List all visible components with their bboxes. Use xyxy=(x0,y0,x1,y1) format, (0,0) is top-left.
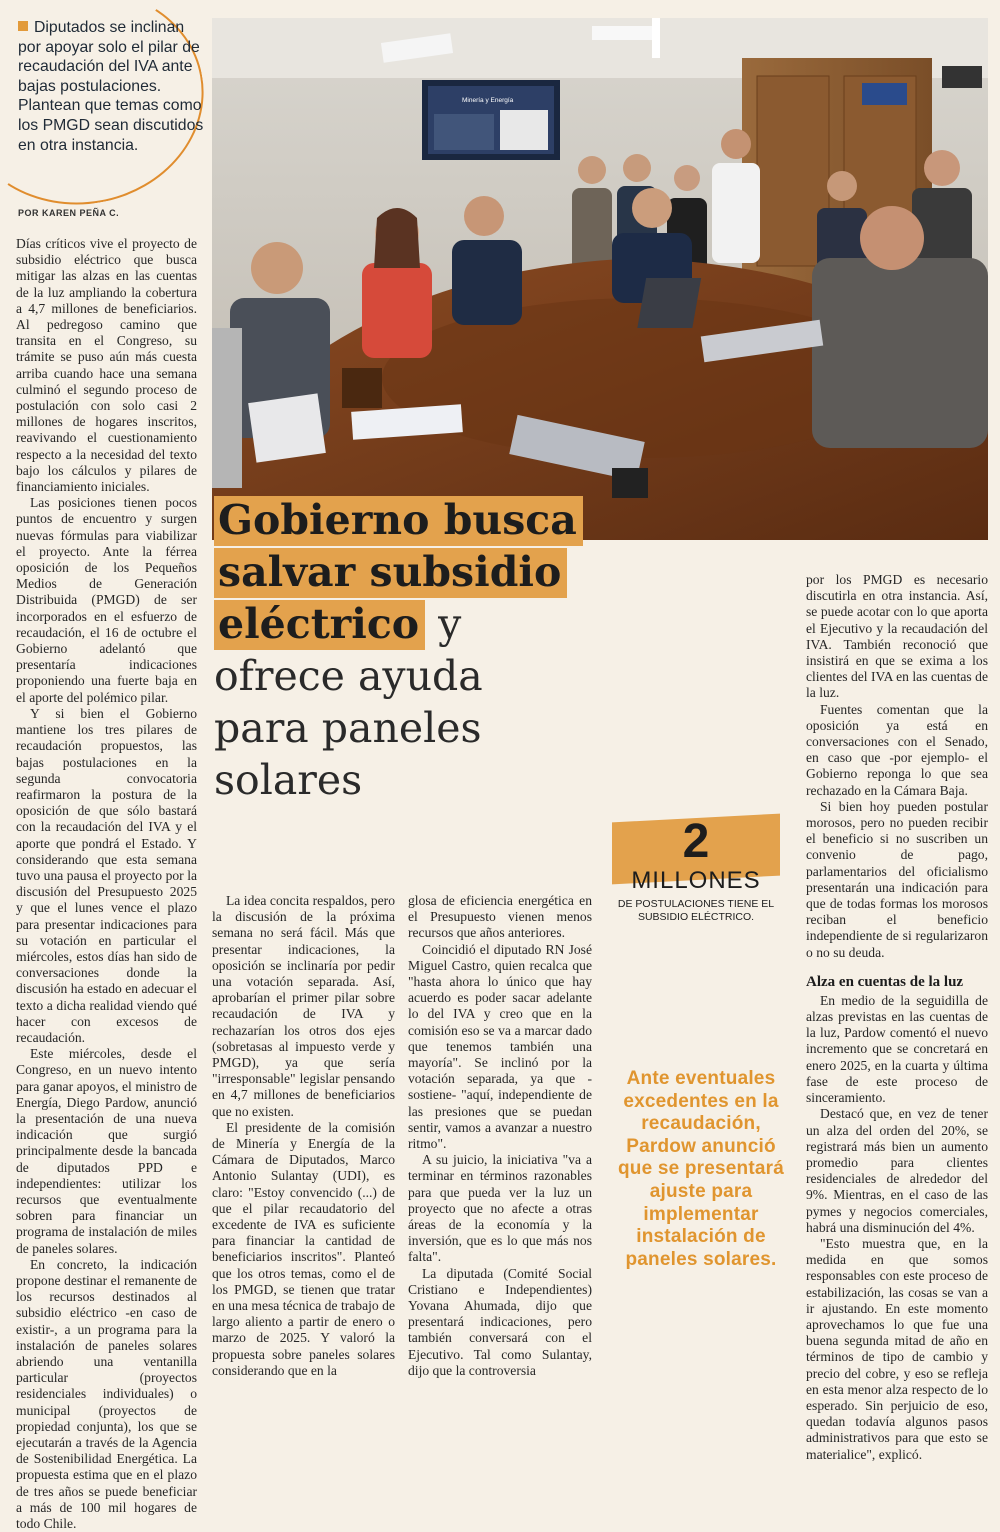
section-subhead: Alza en cuentas de la luz xyxy=(806,973,964,990)
stat-description: DE POSTULACIONES TIENE EL SUBSIDIO ELÉCTRICO. xyxy=(617,898,775,923)
paragraph: Días críticos vive el proyecto de subsidio eléctrico que busca mitigar las alzas en las cuentas de la luz ampliando la cobertura a 4,7 millones de beneficiarios. Al pedregoso camino que transita en el Congreso, su trámite se puso aún más cuesta arriba cuando hace una semana culminó el segundo proceso de postulación con solo casi 2 millones de hogares inscritos, reavivando el cuestionamiento respecto a la necesidad del texto bajo los cálculos y pilares de financiamiento iniciales. xyxy=(16,236,197,495)
paragraph: Este miércoles, desde el Congreso, en un nuevo intento para ganar apoyos, el ministro de Energía, Diego Pardow, anunció la presentación de una nueva indicación que surgió principalmente desde la bancada de diputados PPD e independientes: utilizar los recursos que eventualmente sobren para financiar un programa de instalación de miles de paneles solares. xyxy=(16,1046,197,1256)
headline-line-2: salvar subsidio xyxy=(214,548,567,598)
headline-line-3: eléctrico xyxy=(214,600,425,650)
article-column-2 xyxy=(212,893,395,1379)
screen-title: Minería y Energía xyxy=(462,97,514,104)
paragraph: Las posiciones tienen pocos puntos de encuentro y surgen nuevas fórmulas para viabilizar el proyecto. Ante la férrea oposición de los Pequeños Medios de Generación Distribuida (PMGD) de ser incorporados en el esfuerzo de recaudación, el 16 de octubre el Gobierno adelantó que presentaría indicaciones proponiendo una fuerte baja en el aporte del polémico pilar. xyxy=(16,495,197,705)
paragraph: La idea concita respaldos, pero la discusión de la próxima semana no será fácil. Más que presentar indicaciones, la oposición se inclinaría por pedir una votación separada. Así, aprobarían el primer pilar sobre recaudación de IVA y rechazarían los otros dos ejes (sobretasas al impuesto verde y PMGD), ya que sería "irresponsable" legislar pensando en 4,7 millones de beneficiarios que no existen. xyxy=(212,893,395,1119)
paragraph: Si bien hoy pueden postular morosos, pero no pueden recibir el beneficio si no suscriben un convenio de pago, parlamentarios del oficialismo presentarán una indicación para que de todas formas los morosos reciban el beneficio independiente de si regularizaron o no su deuda. xyxy=(806,798,988,960)
paragraph: "Esto muestra que, en la medida en que somos responsables con este proceso de estabilización, las cosas se van a ir ajustando. En este momento aprovechamos lo que fue una buena segunda mitad de año en términos de tipo de cambio y precio del cobre, y eso se refleja en esta menor alza respecto de lo esperado. Sin perjuicio de eso, quedan todavía algunos pasos administrativos para que esto se materialice", explicó. xyxy=(806,1235,988,1462)
headline xyxy=(214,494,594,806)
bullet-square-icon xyxy=(18,21,28,31)
stat-number: 2 xyxy=(682,815,710,868)
paragraph: A su juicio, la iniciativa "va a terminar en términos razonables para que pueda ver la luz un proyecto que no afecte a otras áreas de la economía y la inversión, que es lo que más nos falta". xyxy=(408,1152,592,1265)
paragraph: El presidente de la comisión de Minería y Energía de la Cámara de Diputados, Marco Antonio Sulantay (UDI), es claro: "Estoy convencido (...) de que el pilar recaudatorio del excedente de IVA es suficiente para financiar la cantidad de beneficiarios inscritos". Planteó que los otros temas, como el de los PMGD, se tienen que tratar en una mesa técnica de trabajo de largo aliento a partir de enero o marzo de 2025. Y valoró la propuesta sobre paneles solares considerando que en la xyxy=(212,1119,395,1378)
headline-line-5: para paneles xyxy=(214,704,482,752)
article-column-3 xyxy=(408,893,592,1379)
headline-line-3-rest: y xyxy=(425,600,462,648)
headline-line-4: ofrece ayuda xyxy=(214,652,483,700)
headline-line-1: Gobierno busca xyxy=(214,496,583,546)
paragraph: glosa de eficiencia energética en el Presupuesto vienen menos recursos que años anteriores. xyxy=(408,893,592,941)
pull-quote: Ante eventuales excedentes en la recaudación, Pardow anunció que se presentará ajuste para implementar instalación de paneles solares. xyxy=(617,1068,785,1270)
headline-line-6: solares xyxy=(214,756,363,804)
article-photo xyxy=(212,18,988,540)
paragraph: La diputada (Comité Social Cristiano e Independientes) Yovana Ahumada, dijo que presentará indicaciones, pero también conversará con el Ejecutivo. Tal como Sulantay, dijo que la controversia xyxy=(408,1265,592,1378)
byline: POR KAREN PEÑA C. xyxy=(18,208,120,218)
paragraph: Coincidió el diputado RN José Miguel Castro, quien recalca que "hasta ahora lo único que hay acuerdo es poder sacar adelante lo del IVA y creo que en la comisión eso se va a marcar dado que tenemos también una mayoría". Se inclinó por la votación separada, ya que -sostiene- "aquí, independiente de las presiones que se puedan sentir, vamos a avanzar a nuestro ritmo". xyxy=(408,941,592,1152)
paragraph: Destacó que, en vez de tener un alza del orden del 20%, se registrará más bien un aumento promedio para clientes residenciales de alrededor del 9%. Mientras, en el caso de las pymes y negocios comerciales, habrá una disminución del 4%. xyxy=(806,1106,988,1235)
paragraph: En medio de la seguidilla de alzas previstas en las cuentas de la luz, Pardow comentó el nuevo incremento que se concretará en enero 2025, en la cuarta y última fase de este proceso de sinceramiento. xyxy=(806,992,988,1106)
kicker-text: Diputados se inclinan por apoyar solo el pilar de recaudación del IVA ante bajas postulaciones. Plantean que temas como los PMGD sean discutidos en otra instancia. xyxy=(18,19,204,154)
paragraph: Y si bien el Gobierno mantiene los tres pilares de recaudación propuestos, las bajas postulaciones en la segunda convocatoria reafirmaron la postura de la oposición de que sólo bastará con la recaudación del IVA y el aporte que pondrá el Estado. Y considerando que esta semana tuvo una pausa el proyecto por la discusión del Presupuesto 2025 y que el lunes vence el plazo para presentar indicaciones para su votación en particular el miércoles, estos días han sido de conversaciones donde la discusión ha estado en adecuar el texto a dicha realidad viendo qué hacer con excesos de recaudación. xyxy=(16,705,197,1045)
article-column-4 xyxy=(806,572,988,1463)
stat-unit: MILLONES xyxy=(631,867,761,894)
paragraph: En concreto, la indicación propone destinar el remanente de los recursos destinados al subsidio eléctrico -en caso de existir-, a un programa para la instalación de paneles solares abriendo una ventanilla particular (proyectos residenciales individuales) o municipal (proyectos de propiedad conjunta), los que se ejecutarán a través de la Agencia de Sostenibilidad Energética. La propuesta estima que en el plazo de tres años se puede beneficiar a más de 100 mil hogares de todo Chile. xyxy=(16,1256,197,1532)
article-column-1 xyxy=(16,236,197,1532)
paragraph: Fuentes comentan que la oposición ya está en conversaciones con el Senado, en caso que -por ejemplo- el Gobierno reponga lo que sea rechazado en la Cámara Baja. xyxy=(806,701,988,798)
kicker xyxy=(18,18,208,155)
paragraph: por los PMGD es necesario discutirla en otra instancia. Así, se puede acotar con lo que aporta el Ejecutivo y la recaudación del IVA. También reconoció que insistirá en que se exima a los clientes del IVA en las cuentas de la luz. xyxy=(806,572,988,701)
meeting-room-photo xyxy=(212,18,988,540)
